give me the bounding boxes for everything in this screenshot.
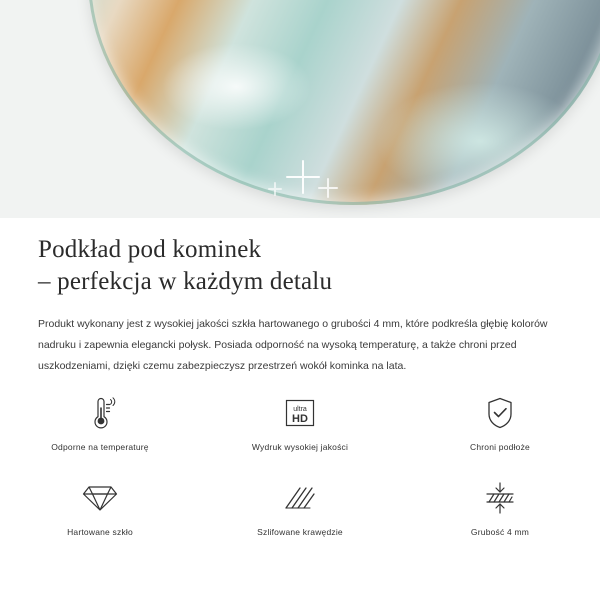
page-title [0, 218, 600, 298]
shield-check-icon [483, 392, 517, 434]
description-paragraph: Produkt wykonany jest z wysokiej jakości szkła hartowanego o grubości 4 mm, które podkreśla głębię kolorów nadruku i zapewnia elegancki połysk. Posiada odporność na wysoką temperaturę, a także chroni przed uszkodzeniami, dzięki czemu zabezpieczysz przestrzeń wokół kominka na lata. [38, 318, 548, 372]
svg-text:HD: HD [292, 413, 308, 425]
feature-label: Grubość 4 mm [470, 527, 530, 537]
headline-line-2: – perfekcja w każdym detalu [38, 268, 333, 295]
hero-image [0, 0, 600, 218]
feature-label: Odporne na temperaturę [51, 442, 149, 452]
description-content [0, 218, 600, 377]
feature-polished-edges [200, 477, 400, 562]
feature-label: Szlifowane krawędzie [257, 527, 343, 537]
svg-text:ultra: ultra [293, 406, 307, 413]
thickness-icon [482, 477, 518, 519]
feature-thickness [400, 477, 600, 562]
feature-surface-protection [400, 392, 600, 477]
thermometer-icon [83, 392, 117, 434]
headline-line-1: Podkład pod kominek [38, 236, 262, 263]
feature-label: Wydruk wysokiej jakości [251, 442, 349, 452]
feature-list [0, 392, 600, 562]
feature-heat-resistance [0, 392, 200, 477]
diamond-icon [81, 477, 119, 519]
ultra-hd-icon [283, 392, 317, 434]
feature-print-quality [200, 392, 400, 477]
feature-label: Hartowane szkło [67, 527, 133, 537]
feature-tempered-glass [0, 477, 200, 562]
feature-label: Chroni podłoże [470, 442, 530, 452]
polished-edges-icon [280, 477, 320, 519]
